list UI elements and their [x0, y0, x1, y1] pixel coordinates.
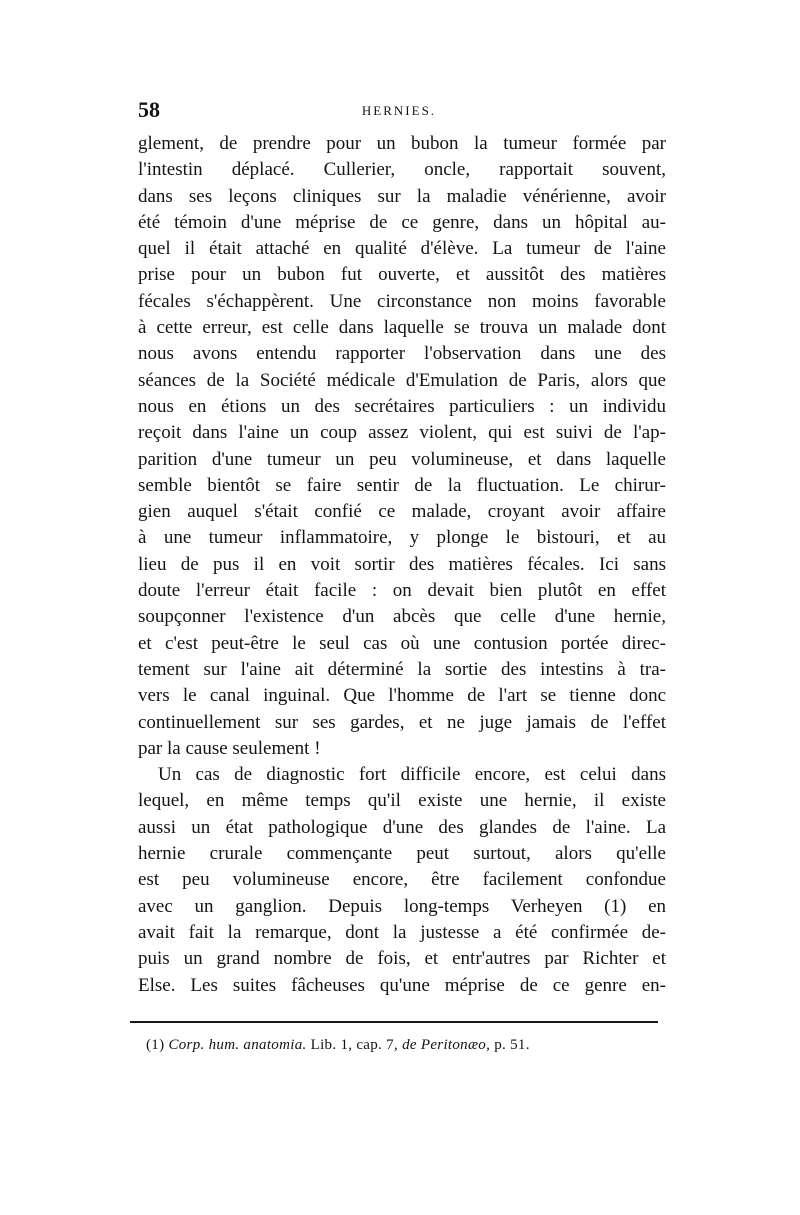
footnote-reference: Lib. 1, cap. 7,: [310, 1037, 399, 1053]
footnote-rule: [130, 1021, 658, 1023]
text-line: dans ses leçons cliniques sur la maladie vénérienne, avoir: [138, 185, 666, 207]
text-line: parition d'une tumeur un peu volumineuse, et dans laquelle: [138, 448, 666, 470]
text-line: Else. Les suites fâcheuses qu'une méprise de ce genre en-: [138, 974, 666, 996]
footnote-section: de Peritonæo,: [402, 1037, 491, 1053]
text-line: aussi un état pathologique d'une des glandes de l'aine. La: [138, 816, 666, 838]
text-line: puis un grand nombre de fois, et entr'autres par Richter et: [138, 948, 666, 970]
running-head: HERNIES.: [361, 103, 437, 118]
text-line: continuellement sur ses gardes, et ne juge jamais de l'effet: [138, 711, 666, 733]
body-text: [138, 131, 666, 999]
text-line: lequel, en même temps qu'il existe une hernie, il existe: [138, 790, 666, 812]
text-line: tement sur l'aine ait déterminé la sortie des intestins à tra-: [138, 658, 666, 680]
page-header: [138, 97, 660, 123]
text-line: reçoit dans l'aine un coup assez violent, qui est suivi de l'ap-: [138, 422, 666, 444]
footnote-page: p. 51.: [494, 1037, 530, 1053]
text-line: nous avons entendu rapporter l'observation dans une des: [138, 343, 666, 365]
text-line: l'intestin déplacé. Cullerier, oncle, rapportait souvent,: [138, 159, 666, 181]
text-line: et c'est peut-être le seul cas où une contusion portée direc-: [138, 632, 666, 654]
text-line: soupçonner l'existence d'un abcès que celle d'une hernie,: [138, 606, 666, 628]
text-line: lieu de pus il en voit sortir des matières fécales. Ici sans: [138, 553, 666, 575]
text-line: nous en étions un des secrétaires particuliers : un individu: [138, 395, 666, 417]
footnote-title: Corp. hum. anatomia.: [168, 1037, 307, 1053]
text-line: à cette erreur, est celle dans laquelle se trouva un malade dont: [138, 317, 666, 339]
text-line: glement, de prendre pour un bubon la tumeur formée par: [138, 133, 666, 154]
text-line: quel il était attaché en qualité d'élève. La tumeur de l'aine: [138, 238, 666, 260]
text-line: à une tumeur inflammatoire, y plonge le bistouri, et au: [138, 527, 666, 549]
footnote-marker: (1): [146, 1037, 165, 1053]
text-line: est peu volumineuse encore, être facilement confondue: [138, 869, 666, 891]
text-line: vers le canal inguinal. Que l'homme de l'art se tienne donc: [138, 685, 666, 707]
page-number: 58: [138, 97, 160, 122]
text-line: séances de la Société médicale d'Emulation de Paris, alors que: [138, 369, 666, 391]
text-line: prise pour un bubon fut ouverte, et aussitôt des matières: [138, 264, 666, 286]
text-line: fécales s'échappèrent. Une circonstance non moins favorable: [138, 290, 666, 312]
text-line: avait fait la remarque, dont la justesse a été confirmée de-: [138, 921, 666, 943]
text-line: gien auquel s'était confié ce malade, croyant avoir affaire: [138, 501, 666, 523]
paragraph-start-line: Un cas de diagnostic fort difficile encore, est celui dans: [158, 764, 666, 786]
text-line: été témoin d'une méprise de ce genre, dans un hôpital au-: [138, 211, 666, 233]
text-line: hernie crurale commençante peut surtout, alors qu'elle: [138, 843, 666, 865]
text-line: avec un ganglion. Depuis long-temps Verheyen (1) en: [138, 895, 666, 917]
text-line: semble bientôt se faire sentir de la fluctuation. Le chirur-: [138, 474, 666, 496]
footnote: [146, 1037, 666, 1054]
text-line: doute l'erreur était facile : on devait bien plutôt en effet: [138, 580, 666, 602]
paragraph-end-line: par la cause seulement !: [138, 737, 321, 759]
